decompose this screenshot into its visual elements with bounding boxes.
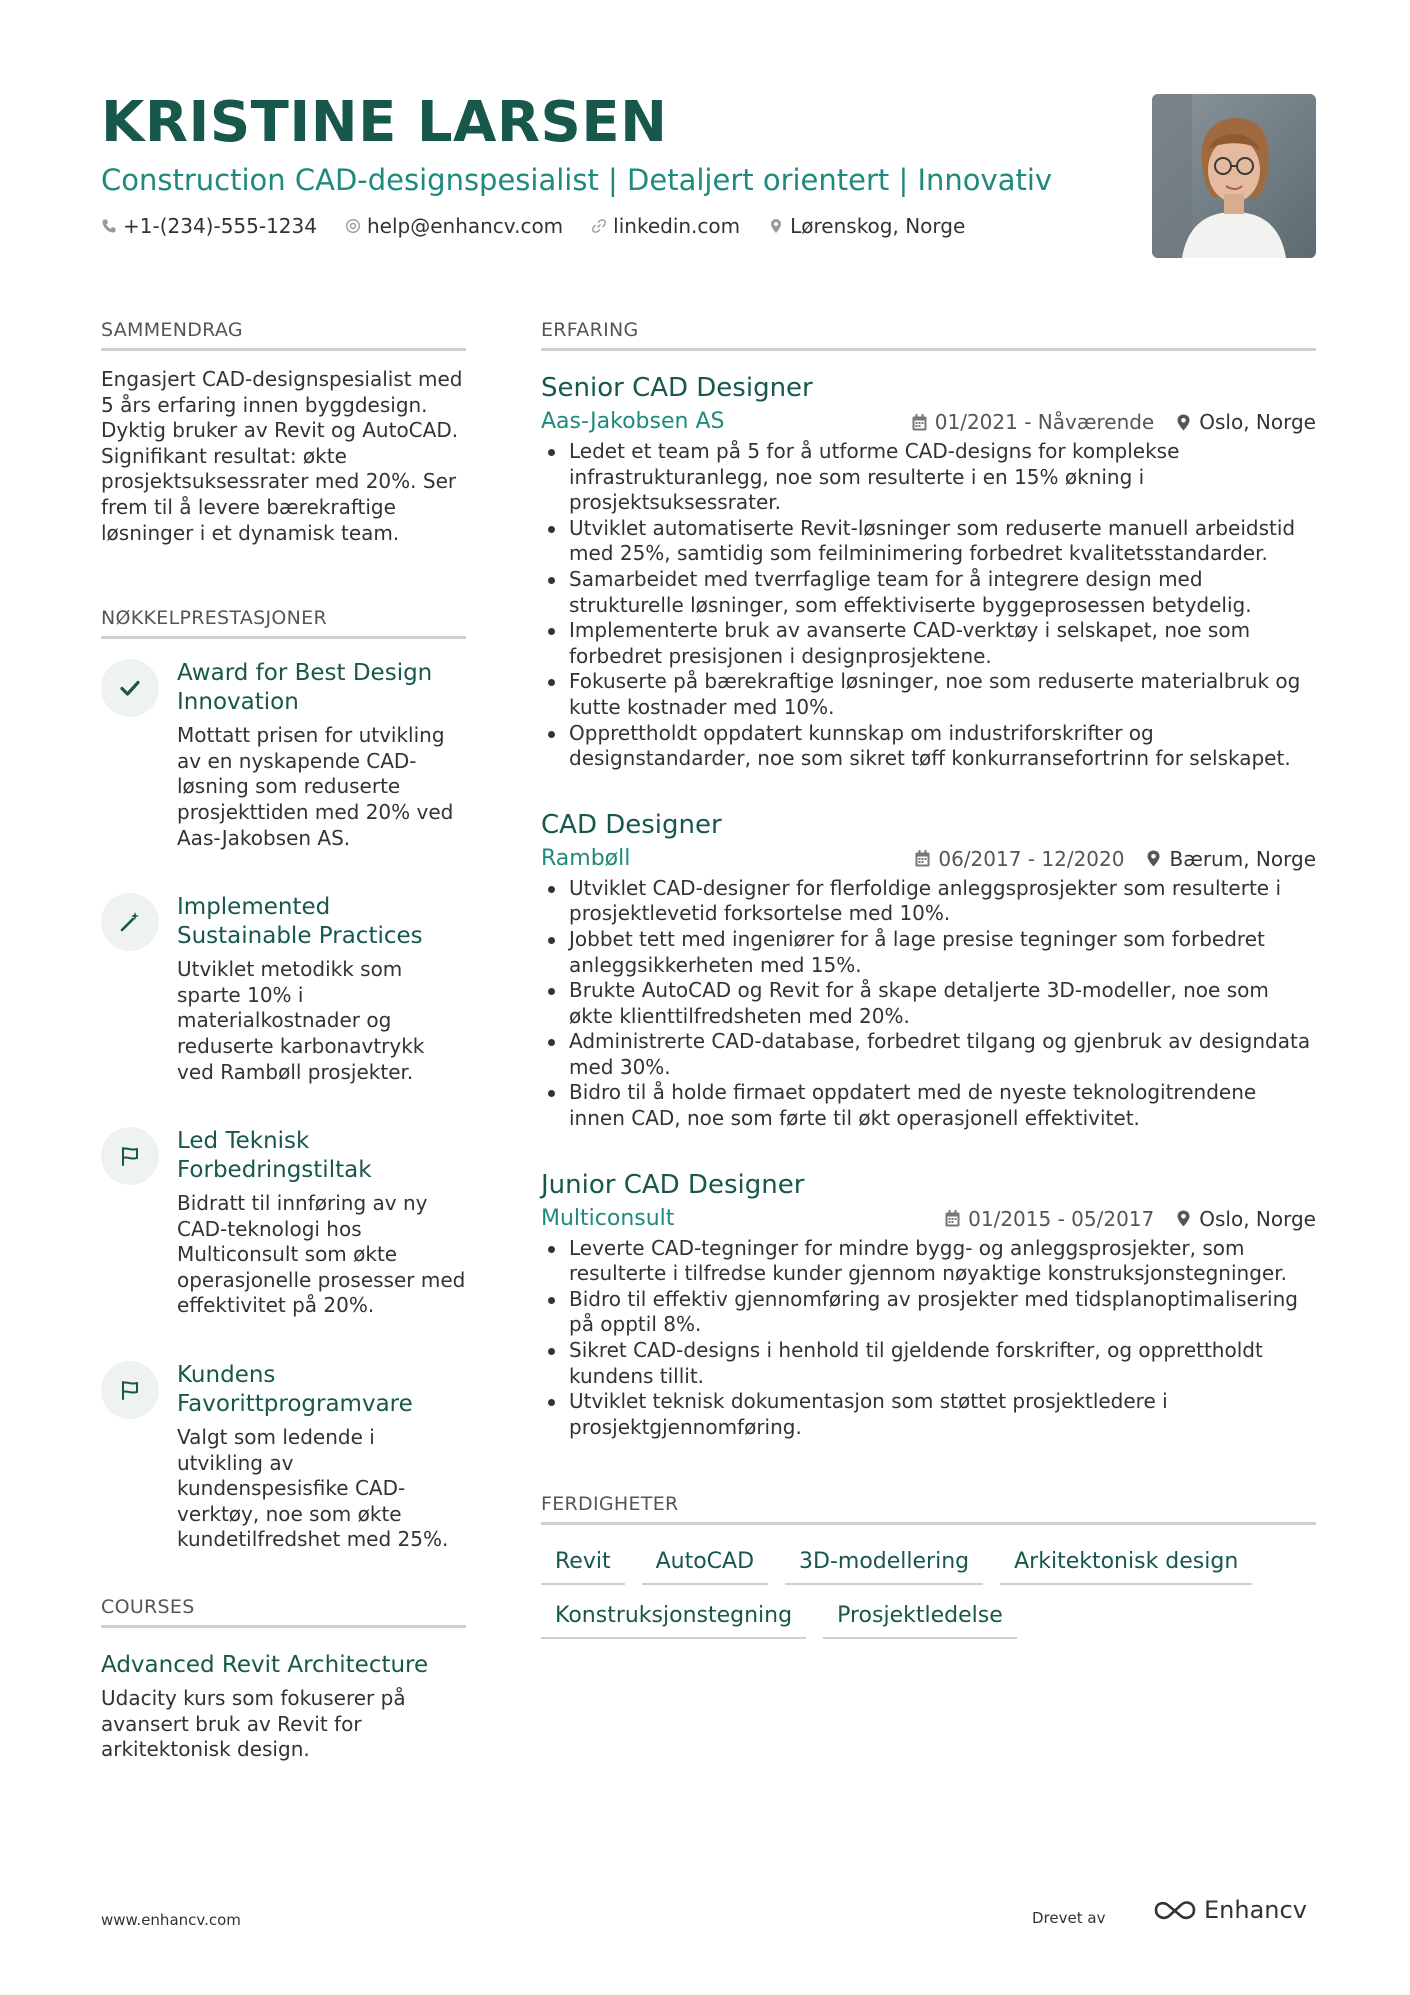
- location-text: Oslo, Norge: [1199, 410, 1316, 434]
- bullet-item: Administrerte CAD-database, forbedret tilgang og gjenbruk av designdata med 30%.: [541, 1029, 1316, 1080]
- linkedin-text[interactable]: linkedin.com: [613, 214, 741, 238]
- left-column: [101, 318, 466, 1763]
- bullet-item: Brukte AutoCAD og Revit for å skape detaljerte 3D-modeller, noe som økte klienttilfredsheten med 20%.: [541, 978, 1316, 1029]
- company-name: Multiconsult: [541, 1205, 675, 1231]
- company-name: Aas-Jakobsen AS: [541, 409, 725, 434]
- achievement-item: [101, 659, 466, 851]
- job-location: [1146, 847, 1316, 871]
- job-entry: [541, 371, 1316, 772]
- skills-section: [541, 1492, 1316, 1649]
- flag-icon: [101, 1361, 159, 1419]
- job-title: Junior CAD Designer: [541, 1169, 805, 1200]
- bullet-item: Utviklet automatiserte Revit-løsninger som reduserte manuell arbeidstid med 25%, samtidig som feilminimering forbedret kvalitetsstandarder.: [541, 516, 1316, 567]
- contact-email[interactable]: [345, 214, 563, 238]
- course-title: Advanced Revit Architecture: [101, 1652, 429, 1679]
- experience-heading: ERFARING: [541, 318, 1316, 351]
- summary-heading: SAMMENDRAG: [101, 318, 466, 351]
- bullet-item: Bidro til å holde firmaet oppdatert med de nyeste teknologitrendene innen CAD, noe som førte til økt operasjonell effektivitet.: [541, 1080, 1316, 1131]
- bullet-item: Fokuserte på bærekraftige løsninger, noe som reduserte materialbruk og kutte kostnader med 10%.: [541, 669, 1316, 720]
- job-dates: [912, 410, 1154, 434]
- bullet-item: Utviklet teknisk dokumentasjon som støttet prosjektledere i prosjektgjennomføring.: [541, 1389, 1316, 1440]
- achievement-title: Led Teknisk Forbedringstiltak: [177, 1128, 372, 1184]
- job-title: Senior CAD Designer: [541, 373, 813, 403]
- bullet-item: Sikret CAD-designs i henhold til gjeldende forskrifter, og opprettholdt kundens tillit.: [541, 1338, 1316, 1389]
- email-text[interactable]: help@enhancv.com: [366, 214, 564, 238]
- location-text: Oslo, Norge: [1199, 1206, 1316, 1231]
- contact-linkedin[interactable]: [591, 214, 740, 238]
- right-column: [541, 318, 1316, 1649]
- bullet-item: Samarbeidet med tverrfaglige team for å integrere design med strukturelle løsninger, som effektiviserte byggeprosessen betydelig.: [541, 567, 1316, 618]
- skill-tag: 3D-modellering: [785, 1541, 983, 1585]
- at-icon: [345, 218, 361, 234]
- achievement-item: [101, 1361, 466, 1553]
- job-title: CAD Designer: [541, 809, 722, 840]
- location-text: Bærum, Norge: [1169, 846, 1316, 871]
- footer-url[interactable]: www.enhancv.com: [101, 1911, 241, 1929]
- date-text: 06/2017 - 12/2020: [938, 846, 1125, 871]
- check-icon: [101, 659, 159, 717]
- experience-section: [541, 318, 1316, 1440]
- skill-tag: Arkitektonisk design: [1000, 1541, 1252, 1585]
- bullet-item: Bidro til effektiv gjennomføring av prosjekter med tidsplanoptimalisering på opptil 8%.: [541, 1287, 1316, 1338]
- course-description: Udacity kurs som fokuserer på avansert bruk av Revit for arkitektonisk design.: [101, 1686, 406, 1762]
- skill-tag: Prosjektledelse: [823, 1595, 1017, 1639]
- skill-tag: AutoCAD: [642, 1541, 768, 1585]
- phone-icon: [101, 218, 117, 234]
- calendar-icon: [912, 414, 927, 431]
- job-location: [1176, 1207, 1316, 1231]
- skills-heading: FERDIGHETER: [541, 1492, 1316, 1525]
- skills-list: [541, 1541, 1316, 1649]
- enhancv-logo[interactable]: [1152, 1896, 1307, 1924]
- company-name: Rambøll: [541, 845, 631, 871]
- location-pin-icon: [768, 218, 784, 234]
- calendar-icon: [915, 850, 930, 867]
- job-dates: [915, 847, 1124, 871]
- profile-photo: [1152, 94, 1316, 258]
- phone-text: +1-(234)-555-1234: [123, 214, 317, 238]
- achievement-description: Bidratt til innføring av ny CAD-teknologi hos Multiconsult som økte operasjonelle prosesser med effektivitet på 20%.: [177, 1191, 466, 1318]
- job-location: [1176, 410, 1316, 434]
- magic-wand-icon: [101, 893, 159, 951]
- location-pin-icon: [1176, 1210, 1191, 1227]
- job-dates: [945, 1207, 1154, 1231]
- bullet-item: Opprettholdt oppdatert kunnskap om industriforskrifter og designstandarder, noe som sikret tøff konkurransefortrinn for selskapet.: [541, 721, 1316, 772]
- contact-row: [101, 214, 1141, 238]
- achievements-section: [101, 606, 466, 1553]
- powered-by-label: Drevet av: [1032, 1909, 1106, 1927]
- courses-section: [101, 1595, 466, 1763]
- courses-heading: COURSES: [101, 1595, 466, 1628]
- summary-section: [101, 318, 466, 546]
- skill-tag: Konstruksjonstegning: [541, 1595, 806, 1639]
- bullet-item: Ledet et team på 5 for å utforme CAD-designs for komplekse infrastrukturanlegg, noe som resulterte i en 15% økning i prosjektsuksessrater.: [541, 439, 1316, 516]
- candidate-name: KRISTINE LARSEN: [101, 90, 668, 155]
- location-pin-icon: [1176, 414, 1191, 431]
- job-entry: [541, 1168, 1316, 1441]
- enhancv-logo-text: Enhancv: [1204, 1896, 1307, 1924]
- job-bullets: [541, 876, 1316, 1132]
- contact-location: [768, 214, 965, 238]
- job-entry: [541, 808, 1316, 1132]
- flag-icon: [101, 1127, 159, 1185]
- job-bullets: [541, 1236, 1316, 1441]
- date-text: 01/2015 - 05/2017: [968, 1206, 1155, 1231]
- date-text: 01/2021 - Nåværende: [934, 410, 1155, 434]
- bullet-item: Utviklet CAD-designer for flerfoldige anleggsprosjekter som resulterte i prosjektlevetid forksortelse med 10%.: [541, 876, 1316, 927]
- contact-phone: [101, 214, 317, 238]
- achievements-heading: NØKKELPRESTASJONER: [101, 606, 466, 639]
- achievement-title: Implemented Sustainable Practices: [177, 894, 423, 950]
- enhancv-logo-icon: [1152, 1897, 1198, 1923]
- skill-tag: Revit: [541, 1541, 625, 1585]
- bullet-item: Implementerte bruk av avanserte CAD-verktøy i selskapet, noe som forbedret presisjonen i designprosjektene.: [541, 618, 1316, 669]
- link-icon: [591, 218, 607, 234]
- job-bullets: [541, 439, 1316, 772]
- achievement-description: Utviklet metodikk som sparte 10% i materialkostnader og reduserte karbonavtrykk ved Rambøll prosjekter.: [177, 957, 425, 1084]
- achievement-item: [101, 1127, 466, 1319]
- bullet-item: Leverte CAD-tegninger for mindre bygg- og anleggsprosjekter, som resulterte i tilfredse kunder gjennom nøyaktige konstruksjonstegninger.: [541, 1236, 1316, 1287]
- achievement-title: Kundens Favorittprogramvare: [177, 1362, 413, 1418]
- bullet-item: Jobbet tett med ingeniører for å lage presise tegninger som forbedret anleggsikkerheten med 15%.: [541, 927, 1316, 978]
- achievement-description: Valgt som ledende i utvikling av kundenspesisfike CAD-verktøy, noe som økte kundetilfredshet med 25%.: [177, 1425, 449, 1552]
- location-text: Lørenskog, Norge: [790, 214, 966, 238]
- achievement-title: Award for Best Design Innovation: [177, 660, 433, 716]
- headline: Construction CAD-designspesialist | Detaljert orientert | Innovativ: [101, 163, 1053, 197]
- achievement-item: [101, 893, 466, 1085]
- resume-header: [101, 88, 1141, 238]
- calendar-icon: [945, 1210, 960, 1227]
- location-pin-icon: [1146, 850, 1161, 867]
- achievement-description: Mottatt prisen for utvikling av en nyskapende CAD-løsning som reduserte prosjekttiden med 20% ved Aas-Jakobsen AS.: [177, 723, 454, 850]
- summary-text: Engasjert CAD-designspesialist med 5 års erfaring innen byggdesign. Dyktig bruker av Revit og AutoCAD. Signifikant resultat: økte prosjektsuksessrater med 20%. Ser frem til å levere bærekraftige løsninger i et dynamisk team.: [101, 367, 463, 545]
